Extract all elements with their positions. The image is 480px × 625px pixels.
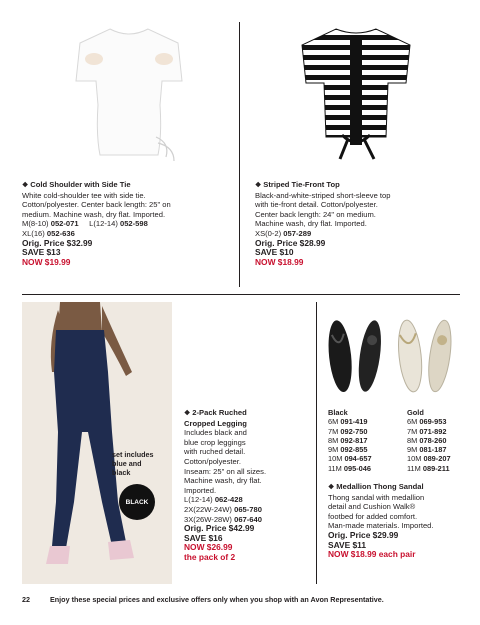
legging-photo [22, 302, 172, 584]
cold-shoulder-desc-3: medium. Machine wash, dry flat. Imported. [22, 209, 166, 219]
striped-top-orig-price: Orig. Price $28.99 [255, 237, 326, 248]
cold-shoulder-desc-1: White cold-shoulder tee with side tie. [22, 190, 146, 200]
cold-shoulder-sizes-row: M(8-10) 052-071 L(12-14) 052-598 [22, 219, 148, 229]
sandal-black-list [328, 408, 372, 473]
cold-shoulder-desc-2: Cotton/polyester. Center back length: 25" on [22, 200, 171, 210]
cold-shoulder-block [22, 180, 232, 267]
legging-desc-4: Cotton/polyester. [184, 456, 241, 466]
sandal-block [328, 482, 468, 560]
cold-shoulder-save: SAVE $13 [22, 247, 61, 258]
sandal-black-row: 6M 091-419 [328, 417, 368, 427]
sandal-gold-row: 7M 071-892 [407, 426, 447, 436]
sandals-image [322, 310, 462, 400]
cold-shoulder-orig-price: Orig. Price $32.99 [22, 237, 93, 248]
cold-shoulder-now-price: NOW $19.99 [22, 256, 71, 267]
legging-desc-5: Inseam: 25" on all sizes. [184, 466, 267, 476]
sandal-orig-price: Orig. Price $29.99 [328, 529, 399, 540]
legging-orig-price: Orig. Price $42.99 [184, 523, 255, 534]
legging-desc-2: blue crop leggings [184, 437, 246, 447]
sandal-desc-3: footbed for added comfort. [328, 511, 418, 521]
legging-set-note: set includes blue and black [112, 450, 154, 477]
sandal-desc-1: Thong sandal with medallion [328, 492, 425, 502]
sandal-black-row: 7M 092-750 [328, 426, 368, 436]
striped-top-save: SAVE $10 [255, 247, 294, 258]
sandal-gold-row: 6M 069-953 [407, 417, 447, 427]
sandal-gold-header: Gold [407, 408, 424, 417]
divider-horizontal [22, 294, 460, 295]
legging-title: ❖ 2-Pack Ruched [184, 408, 247, 417]
sandal-save: SAVE $11 [328, 539, 367, 550]
striped-top-desc-3: Center back length: 24" on medium. [255, 209, 376, 219]
striped-top-desc-4: Machine wash, dry flat. Imported. [255, 219, 367, 229]
legging-size-row-1: L(12-14) 062-428 [184, 495, 243, 505]
legging-now-price-pack: the pack of 2 [184, 551, 236, 562]
sandal-black-row: 10M 094-657 [328, 454, 372, 464]
legging-desc-3: with ruched detail. [184, 447, 246, 457]
sandal-black-row: 11M 095-046 [328, 463, 372, 473]
legging-save: SAVE $16 [184, 532, 223, 543]
sandal-gold-row: 8M 078-260 [407, 435, 447, 445]
sandal-gold-row: 9M 081-187 [407, 445, 447, 455]
page-footer [22, 595, 384, 604]
sandal-gold-row: 11M 089-211 [407, 463, 450, 473]
legging-desc-1: Includes black and [184, 428, 247, 438]
striped-top-desc-2: with tie-front detail. Cotton/polyester. [255, 200, 378, 210]
legging-now-price: NOW $26.99 [184, 542, 233, 553]
striped-top-image [292, 25, 420, 165]
striped-top-block [255, 180, 465, 267]
striped-top-now-price: NOW $18.99 [255, 256, 304, 267]
legging-title-2: Cropped Legging [184, 418, 247, 428]
cold-shoulder-title: ❖ Cold Shoulder with Side Tie [22, 180, 131, 189]
black-color-badge: BLACK [119, 484, 155, 520]
sandal-gold-row: 10M 089-207 [407, 454, 451, 464]
sandal-black-row: 9M 092-855 [328, 445, 368, 455]
divider-vertical-bottom [316, 302, 317, 584]
legging-size-row-3: 3X(26W-28W) 067-640 [184, 514, 262, 524]
sandal-now-price: NOW $18.99 each pair [328, 549, 416, 560]
striped-top-desc-1: Black-and-white-striped short-sleeve top [255, 190, 391, 200]
white-tee-image [70, 25, 188, 165]
sandal-black-header: Black [328, 408, 348, 417]
sandal-title: ❖ Medallion Thong Sandal [328, 482, 424, 491]
divider-vertical-top [239, 22, 240, 287]
cold-shoulder-sizes-row-2: XL(16) 052-636 [22, 228, 75, 238]
sandal-black-row: 8M 092-817 [328, 435, 368, 445]
legging-size-row-2: 2X(22W-24W) 065-780 [184, 504, 262, 514]
model-silhouette [22, 302, 172, 584]
sandal-desc-4: Man-made materials. Imported. [328, 521, 434, 531]
legging-block [184, 408, 314, 563]
striped-top-sizes-row: XS(0-2) 057-289 [255, 228, 312, 238]
footer-text: Enjoy these special prices and exclusive offers only when you shop with an Avon Representative. [50, 595, 384, 604]
page-number: 22 [22, 595, 30, 604]
striped-top-title: ❖ Striped Tie-Front Top [255, 180, 340, 189]
sandal-desc-2: detail and Cushion Walk® [328, 502, 416, 512]
sandal-gold-list [407, 408, 451, 473]
legging-desc-6: Machine wash, dry flat. [184, 476, 262, 486]
legging-desc-7: Imported. [184, 485, 217, 495]
